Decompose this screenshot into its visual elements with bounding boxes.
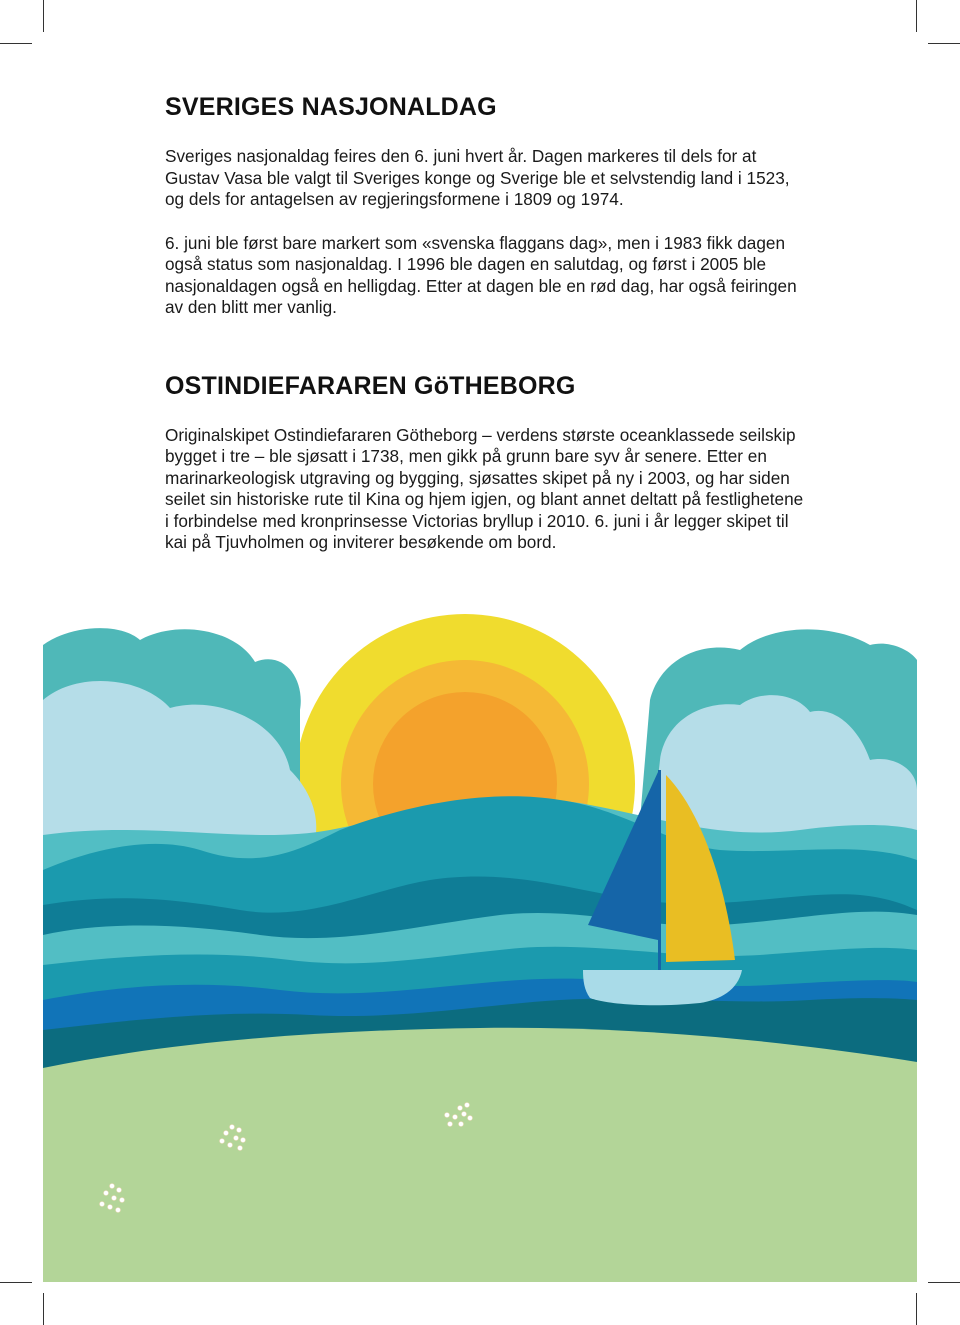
section-heading-gotheborg: OSTINDIEFARAREN GöTHEBORG xyxy=(165,371,576,400)
paragraph: Sveriges nasjonaldag feires den 6. juni hvert år. Dagen markeres til dels for at Gustav Vasa ble valgt til Sveriges konge og Sverige ble et selvstendig land i 1523, og dels for antagelsen av regjeringsformene i 1809 og 1974. xyxy=(165,146,790,209)
mast xyxy=(658,770,661,970)
grass-field xyxy=(43,1028,917,1282)
section-heading-nasjonaldag: SVERIGES NASJONALDAG xyxy=(165,93,497,121)
paragraph: 6. juni ble først bare markert som «svenska flaggans dag», men i 1983 fikk dagen også status som nasjonaldag. I 1996 ble dagen en salutdag, og først i 2005 ble nasjonaldagen også en helligdag. Etter at dagen ble en rød dag, har også feiringen av den blitt mer vanlig. xyxy=(165,232,797,317)
paragraph: Originalskipet Ostindiefararen Götheborg – verdens største oceanklassede seilskip bygget i tre – ble sjøsatt i 1738, men gikk på grunn bare syv år senere. Etter en marinarkeologisk utgraving og bygging, sjøsattes skipet på ny i 2003, og har siden seilet sin historiske rute til Kina og hjem igjen, og blant annet deltatt på festlighetene i forbindelse med kronprinsesse Victorias bryllup i 2010. 6. juni i år legger skipet til kai på Tjuvholmen og inviterer besøkende om bord. xyxy=(165,424,804,552)
